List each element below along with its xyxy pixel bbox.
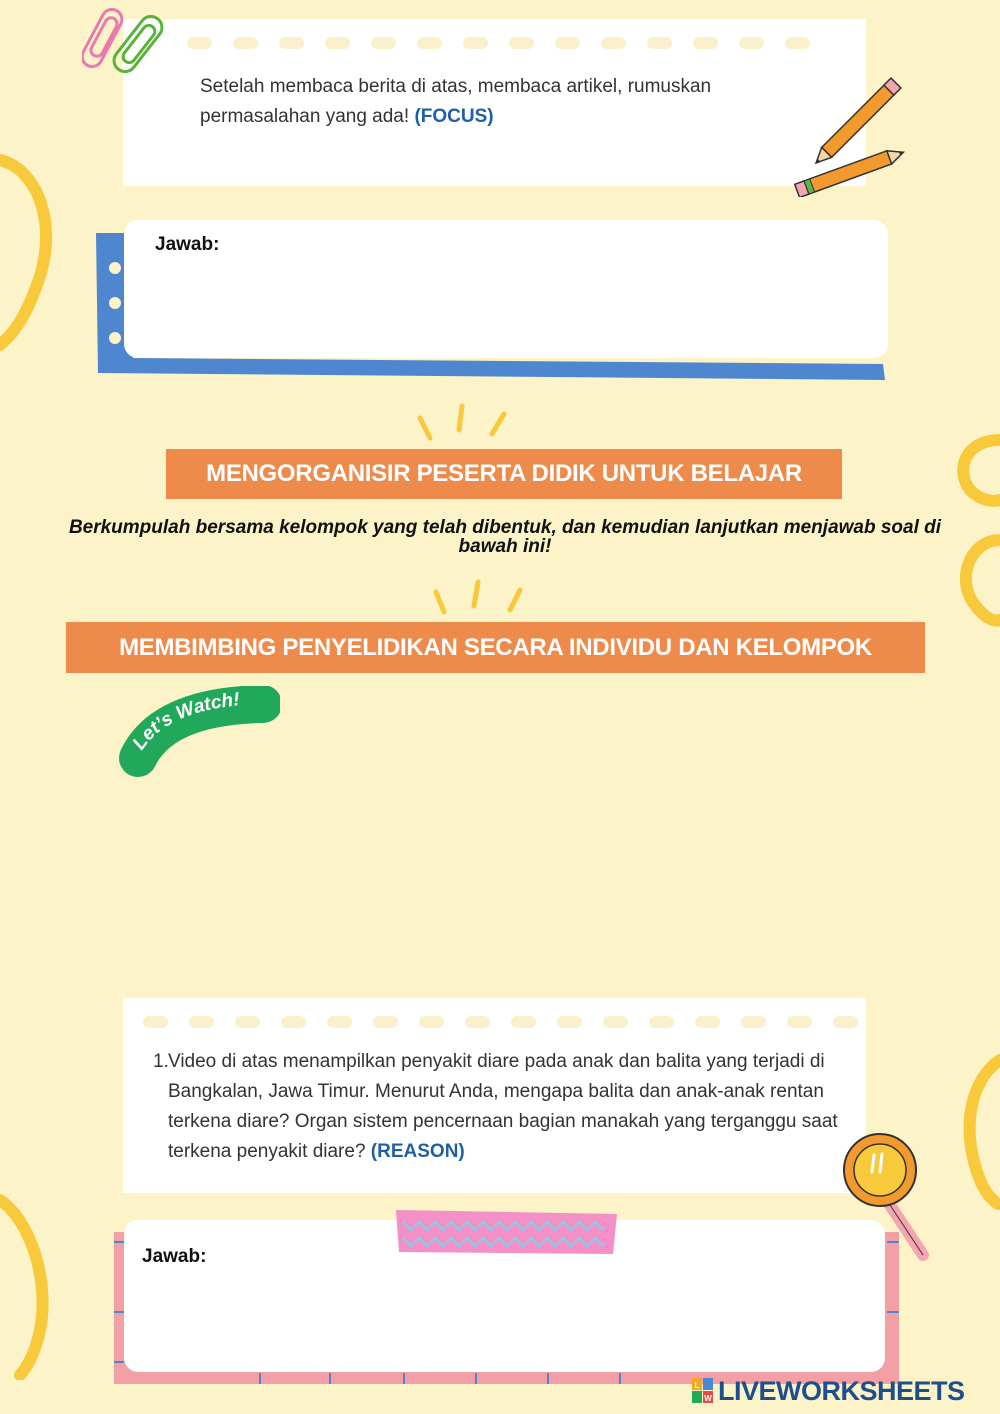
banner-guide: MEMBIMBING PENYELIDIKAN SECARA INDIVIDU DAN KELOMPOK [66, 622, 925, 673]
liveworksheets-text: LIVEWORKSHEETS [718, 1375, 965, 1406]
reason-answer-input[interactable] [142, 1280, 866, 1364]
lets-watch-sticker [118, 686, 280, 778]
lets-watch-text: Let’s Watch! [128, 689, 241, 754]
card-dots [143, 1016, 858, 1028]
yellow-swirl-right-bottom [960, 1050, 1000, 1210]
paperclip-icon [82, 2, 182, 88]
liveworksheets-logo-icon [692, 1378, 714, 1404]
reason-question-text: Video di atas menampilkan penyakit diare pada anak dan balita yang terjadi di Bangkalan, Jawa Timur. Menurut Anda, mengapa balita dan anak-anak rentan terkena diare? Organ sistem pencernaan bagian manakah yang terganggu saat terkena penyakit diare? [168, 1051, 838, 1162]
svg-text:W: W [704, 1394, 712, 1403]
accent-ticks [428, 576, 528, 621]
washi-tape-decoration [393, 1208, 619, 1258]
pencils-icon [792, 72, 917, 197]
card-dots [187, 37, 810, 49]
reason-answer-label: Jawab: [142, 1246, 207, 1267]
focus-question-card [123, 19, 866, 186]
yellow-swirl-right [955, 430, 1000, 650]
accent-ticks [412, 400, 512, 445]
reason-question-number: 1. [153, 1051, 169, 1072]
focus-question-text: Setelah membaca berita di atas, membaca artikel, rumuskan permasalahan yang ada! [200, 76, 712, 127]
focus-answer-input[interactable] [154, 265, 858, 349]
yellow-swirl-left-top [0, 140, 60, 370]
banner-organize: MENGORGANISIR PESERTA DIDIK UNTUK BELAJAR [166, 449, 842, 499]
reason-tag: (REASON) [370, 1141, 465, 1162]
yellow-swirl-left-bottom [0, 1180, 60, 1380]
focus-question [200, 72, 820, 132]
liveworksheets-brand [692, 1376, 965, 1406]
reason-question-card [123, 998, 866, 1193]
svg-text:L: L [694, 1381, 700, 1390]
focus-tag: (FOCUS) [414, 106, 494, 127]
reason-question [168, 1047, 858, 1167]
focus-answer-box[interactable] [124, 220, 888, 358]
focus-answer-label: Jawab: [155, 234, 220, 255]
group-instruction: Berkumpulah bersama kelompok yang telah dibentuk, dan kemudian lanjutkan menjawab soal di bawah ini! [68, 517, 942, 557]
